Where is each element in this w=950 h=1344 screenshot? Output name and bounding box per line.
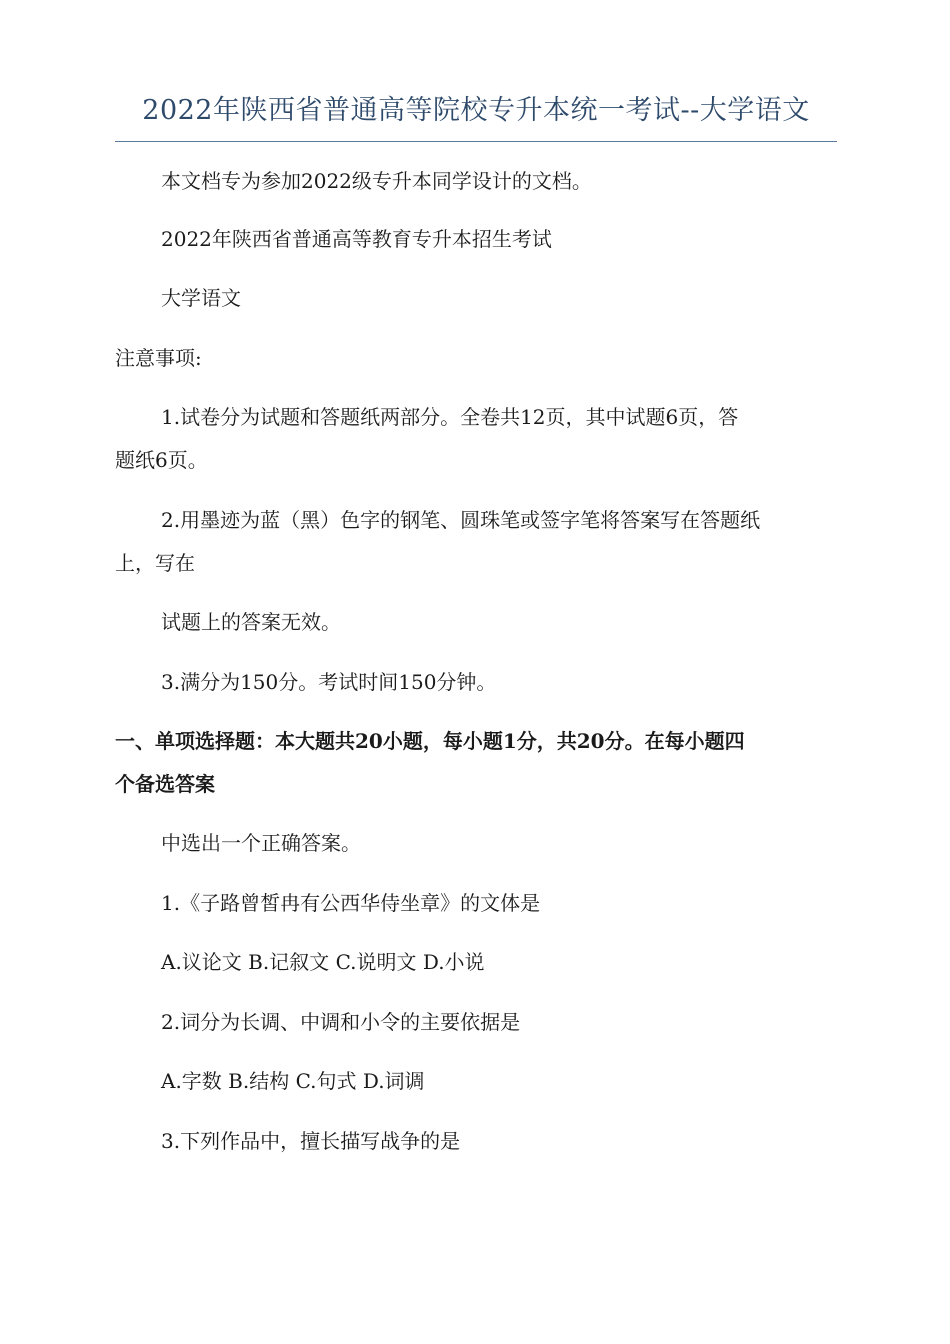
question-2-options: A.字数 B.结构 C.句式 D.词调 bbox=[161, 1069, 425, 1093]
document-title: 2022年陕西省普通高等院校专升本统一考试--大学语文 bbox=[142, 95, 810, 126]
section-heading-line-2: 个备选答案 bbox=[115, 772, 215, 796]
note-2-line-1: 2.用墨迹为蓝（黑）色字的钢笔、圆珠笔或签字笔将答案写在答题纸 bbox=[161, 508, 761, 532]
exam-name-line: 2022年陕西省普通高等教育专升本招生考试 bbox=[161, 227, 552, 251]
section-heading-line-1: 一、单项选择题：本大题共20小题，每小题1分，共20分。在每小题四 bbox=[115, 729, 745, 753]
note-2-line-2: 上，写在 bbox=[115, 551, 195, 575]
question-3: 3.下列作品中，擅长描写战争的是 bbox=[161, 1129, 461, 1153]
question-1: 1.《子路曾皙冉有公西华侍坐章》的文体是 bbox=[161, 891, 541, 915]
question-1-options: A.议论文 B.记叙文 C.说明文 D.小说 bbox=[161, 950, 485, 974]
note-1-line-1: 1.试卷分为试题和答题纸两部分。全卷共12页，其中试题6页，答 bbox=[161, 405, 739, 429]
note-3-line: 3.满分为150分。考试时间150分钟。 bbox=[161, 670, 497, 694]
title-underline bbox=[115, 141, 837, 142]
section-instruction: 中选出一个正确答案。 bbox=[161, 831, 361, 855]
note-2-line-3: 试题上的答案无效。 bbox=[161, 610, 341, 634]
note-1-line-2: 题纸6页。 bbox=[115, 448, 208, 472]
question-2: 2.词分为长调、中调和小令的主要依据是 bbox=[161, 1010, 521, 1034]
intro-line: 本文档专为参加2022级专升本同学设计的文档。 bbox=[161, 169, 592, 193]
notes-heading: 注意事项: bbox=[115, 346, 202, 370]
subject-line: 大学语文 bbox=[161, 286, 241, 310]
